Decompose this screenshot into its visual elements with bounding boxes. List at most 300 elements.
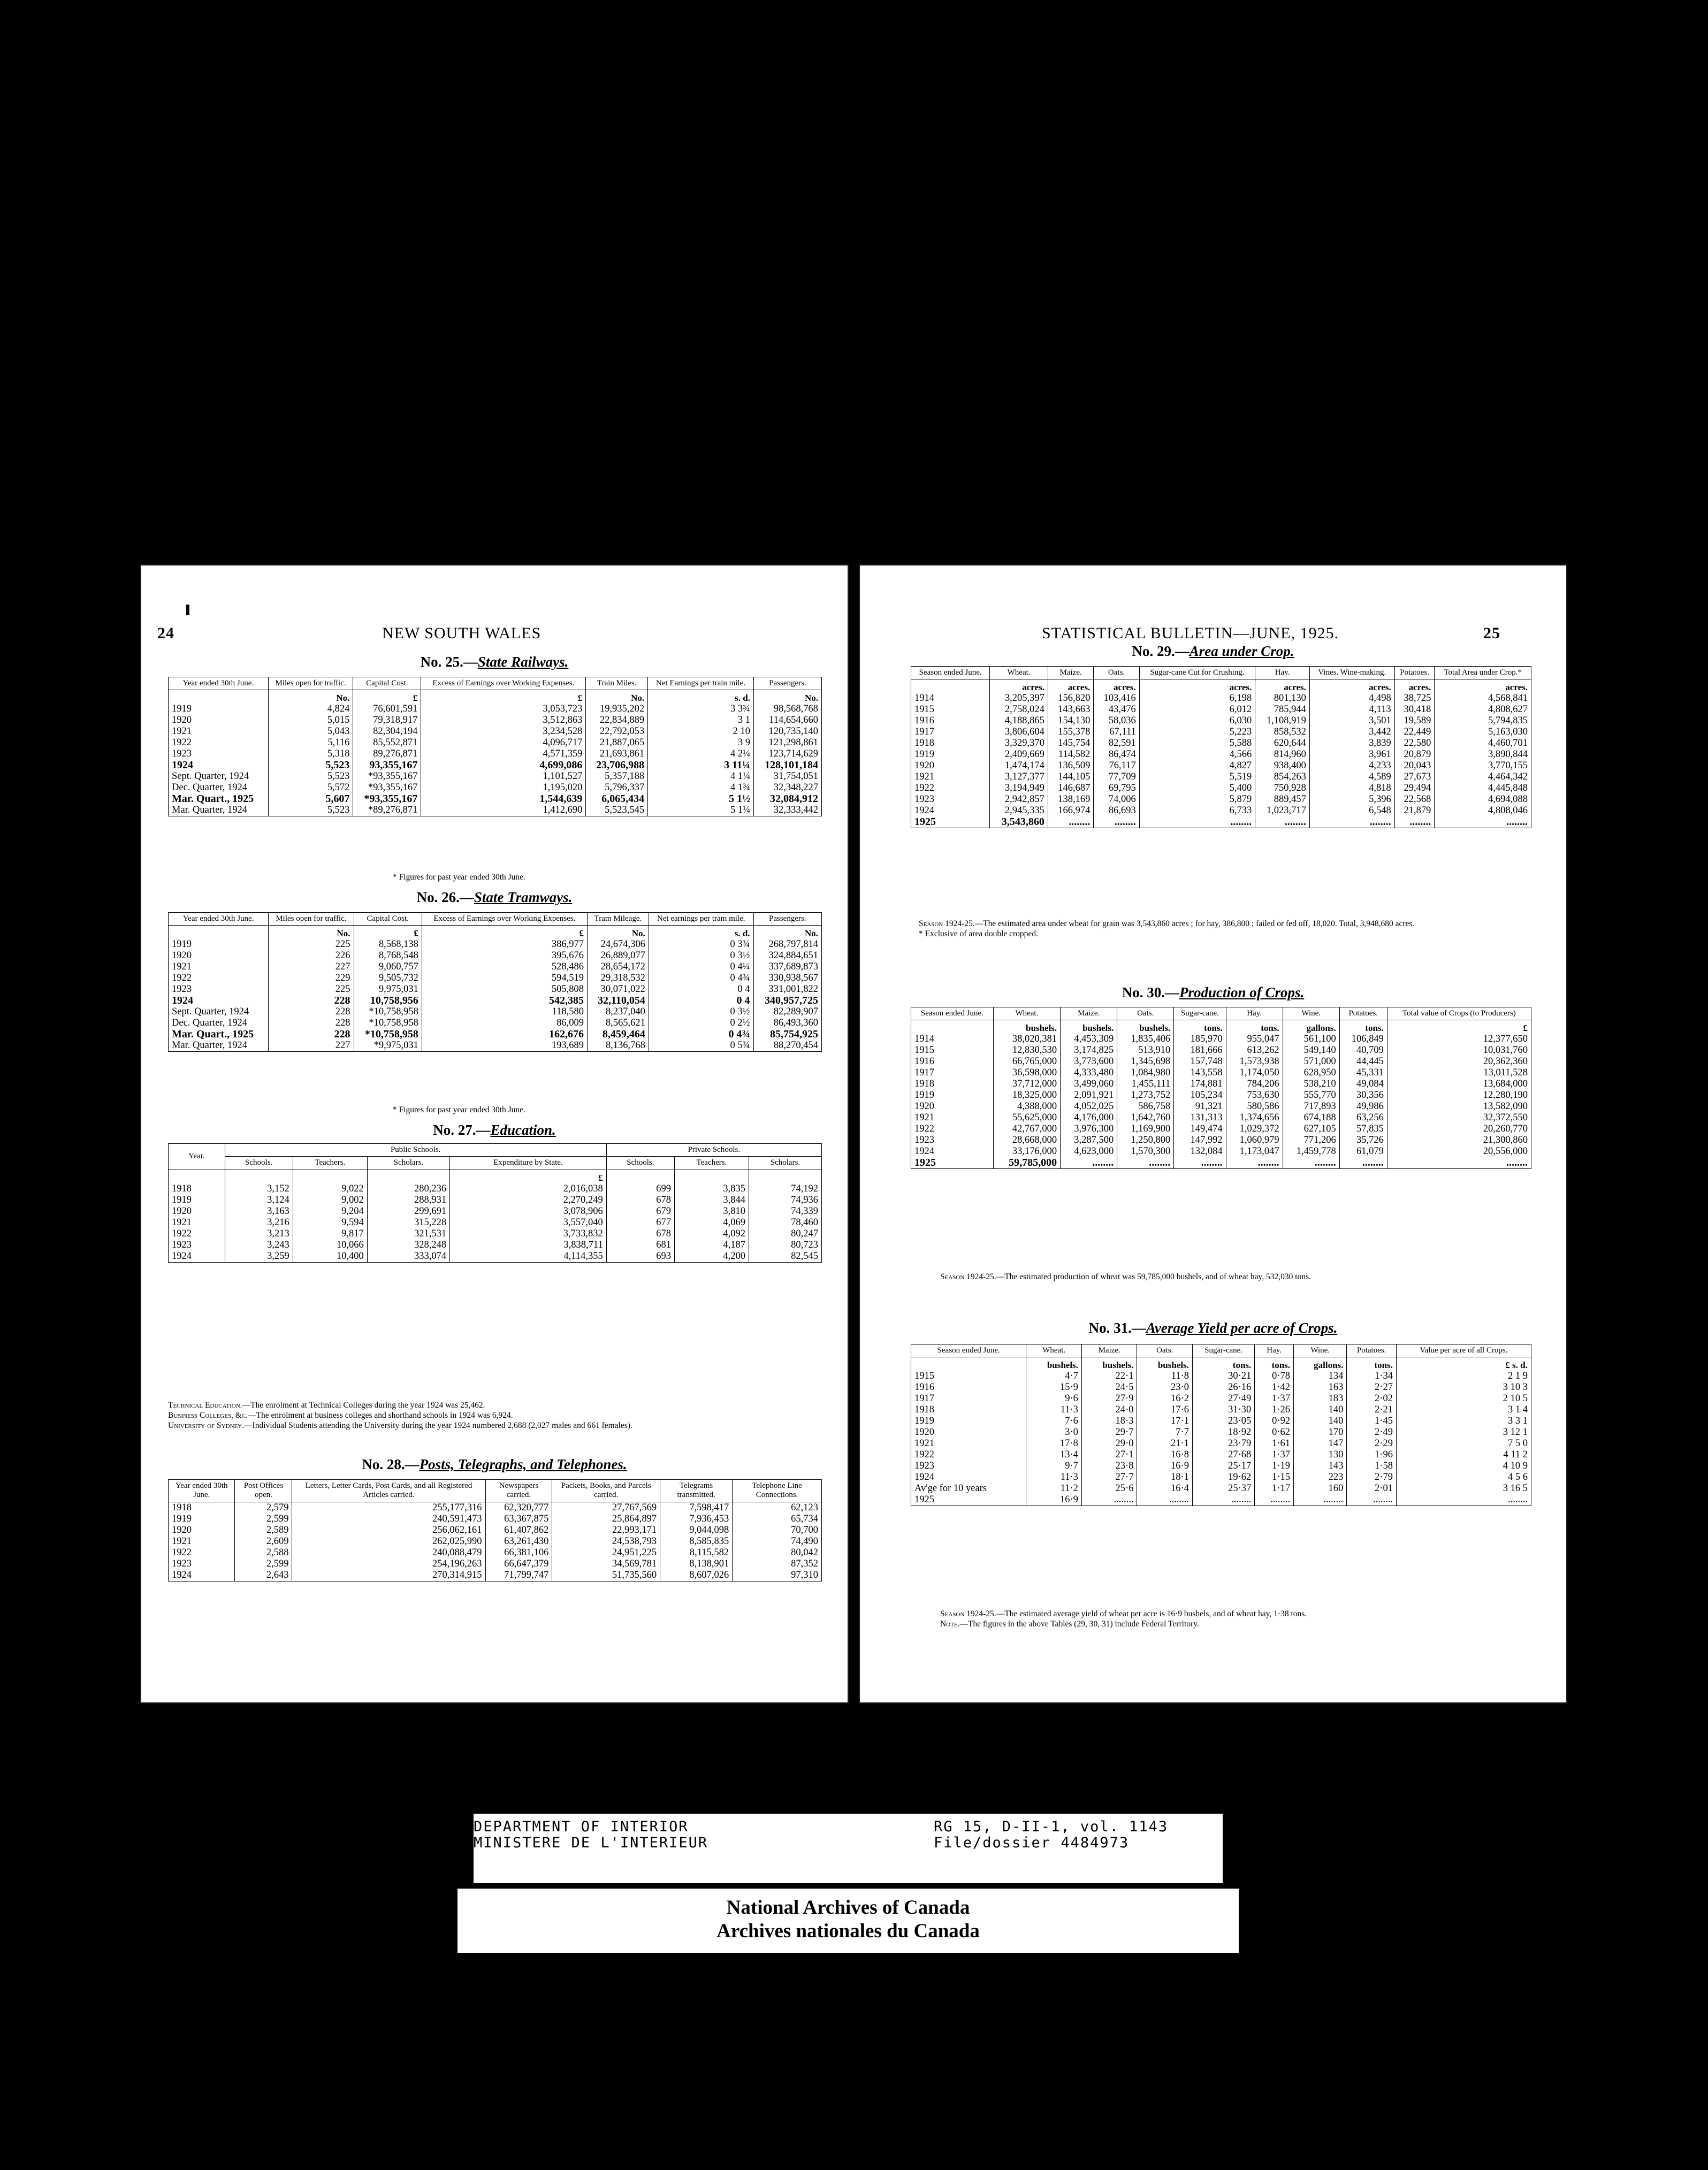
table-cell: 3,512,863 bbox=[421, 715, 586, 726]
table-cell: 5,879 bbox=[1139, 794, 1255, 805]
table-cell: 89,276,871 bbox=[353, 748, 421, 760]
table-cell: 8,237,040 bbox=[588, 1006, 649, 1018]
row-label: 1923 bbox=[911, 1461, 1026, 1472]
table-cell: 2,945,335 bbox=[990, 805, 1048, 816]
table27-number: No. 27. bbox=[433, 1122, 476, 1138]
table27-caption: No. 27.—Education. bbox=[433, 1122, 556, 1138]
left-page bbox=[140, 564, 849, 1703]
row-label: Dec. Quarter, 1924 bbox=[169, 782, 269, 793]
table-cell: 11·8 bbox=[1137, 1371, 1193, 1382]
table-cell: 22,792,053 bbox=[586, 726, 648, 737]
table-row bbox=[169, 995, 822, 1006]
table-cell: 3,163 bbox=[225, 1206, 293, 1217]
table-row bbox=[911, 1146, 1531, 1157]
row-label: 1921 bbox=[911, 771, 990, 783]
table-cell: 3,194,949 bbox=[990, 783, 1048, 794]
table-cell: 27,673 bbox=[1394, 771, 1435, 783]
table-cell: 17·1 bbox=[1137, 1416, 1193, 1427]
table-cell: 37,712,000 bbox=[993, 1079, 1061, 1090]
unit-cell bbox=[911, 1357, 1026, 1371]
header-row bbox=[911, 667, 1531, 679]
table-cell: 13,582,090 bbox=[1387, 1101, 1531, 1112]
row-label: 1919 bbox=[911, 1090, 994, 1101]
table-cell: 149,474 bbox=[1174, 1124, 1226, 1135]
column-header: Train Miles. bbox=[586, 677, 648, 690]
row-label: 1922 bbox=[169, 973, 269, 984]
column-header: Year ended 30th June. bbox=[169, 677, 269, 690]
table-cell: 0 3¾ bbox=[649, 939, 753, 950]
table-cell: 1,023,717 bbox=[1255, 805, 1310, 816]
table-cell: 7,936,453 bbox=[660, 1514, 733, 1525]
table-row bbox=[911, 727, 1531, 738]
unit-cell: £ s. d. bbox=[1396, 1357, 1531, 1371]
column-header: Miles open for traffic. bbox=[268, 677, 353, 690]
table-cell: 674,188 bbox=[1283, 1112, 1339, 1124]
table-cell: 146,687 bbox=[1048, 783, 1093, 794]
table-cell: 5,163,030 bbox=[1435, 727, 1531, 738]
table-cell: 580,586 bbox=[1226, 1101, 1283, 1112]
table-row bbox=[169, 1251, 822, 1263]
table-cell: 1·26 bbox=[1255, 1404, 1294, 1416]
table-cell: 3,287,500 bbox=[1061, 1135, 1117, 1146]
table-row bbox=[169, 1195, 822, 1206]
unit-cell bbox=[367, 1170, 449, 1183]
unit-cell bbox=[674, 1170, 749, 1183]
row-label: 1918 bbox=[169, 1183, 225, 1195]
row-label: 1919 bbox=[169, 939, 269, 950]
column-header: Letters, Letter Cards, Post Cards, and all Registered Articles carried. bbox=[292, 1480, 485, 1502]
table-cell: 20,556,000 bbox=[1387, 1146, 1531, 1157]
table-cell: 5,523,545 bbox=[586, 805, 648, 816]
table-cell: 223 bbox=[1294, 1472, 1347, 1483]
table-cell: 4 1¾ bbox=[648, 782, 754, 793]
unit-cell: acres. bbox=[990, 679, 1048, 693]
table-cell: 5,523 bbox=[268, 760, 353, 771]
unit-cell: acres. bbox=[1255, 679, 1310, 693]
row-label: 1917 bbox=[911, 727, 990, 738]
table-cell: ........ bbox=[1174, 1157, 1226, 1169]
table-cell: 5,400 bbox=[1139, 783, 1255, 794]
column-header: Scholars. bbox=[367, 1157, 449, 1170]
table28-title: Posts, Telegraphs, and Telephones. bbox=[419, 1456, 627, 1472]
table-cell: 561,100 bbox=[1283, 1034, 1339, 1045]
table-row bbox=[169, 1006, 822, 1018]
unit-cell: tons. bbox=[1339, 1020, 1387, 1034]
note-text: —The estimated area under wheat for grain was 3,543,860 acres ; for hay, 386,800 ; failed or fed off, 18,020. Total, 3,948,680 acres. bbox=[974, 919, 1415, 928]
column-header: Year ended 30th June. bbox=[169, 913, 269, 926]
table-cell: 144,105 bbox=[1048, 771, 1093, 783]
table-cell: 386,977 bbox=[422, 939, 587, 950]
table-row bbox=[911, 805, 1531, 816]
table-cell: 586,758 bbox=[1117, 1101, 1174, 1112]
table-cell: 613,262 bbox=[1226, 1045, 1283, 1056]
row-label: 1925 bbox=[911, 816, 990, 828]
table-cell: 24,538,793 bbox=[552, 1536, 660, 1547]
table-cell: 20,260,770 bbox=[1387, 1124, 1531, 1135]
table-cell: 21·1 bbox=[1137, 1438, 1193, 1449]
column-header: Newspapers carried. bbox=[485, 1480, 552, 1502]
table-cell: 1·45 bbox=[1347, 1416, 1397, 1427]
table-cell: 2·02 bbox=[1347, 1393, 1397, 1404]
table-cell: 49,986 bbox=[1339, 1101, 1387, 1112]
table-cell: 77,709 bbox=[1094, 771, 1139, 783]
table-row bbox=[169, 760, 822, 771]
table-row bbox=[911, 1124, 1531, 1135]
table-cell: 5,523 bbox=[268, 805, 353, 816]
table-cell: 256,062,161 bbox=[292, 1525, 485, 1536]
table-row bbox=[911, 771, 1531, 783]
table-cell: 114,582 bbox=[1048, 749, 1093, 760]
row-label: 1923 bbox=[169, 748, 269, 760]
unit-cell: bushels. bbox=[1026, 1357, 1082, 1371]
row-label: 1920 bbox=[169, 715, 269, 726]
table-cell: 3 1 4 bbox=[1396, 1404, 1531, 1416]
table-cell: 9·6 bbox=[1026, 1393, 1082, 1404]
table-cell: 32,348,227 bbox=[753, 782, 821, 793]
department-line-en: DEPARTMENT OF INTERIOR bbox=[474, 1818, 689, 1835]
table-cell: 699 bbox=[606, 1183, 674, 1195]
archives-label bbox=[458, 1889, 1239, 1953]
table-cell: 3,810 bbox=[674, 1206, 749, 1217]
column-header: Season ended June. bbox=[911, 667, 990, 679]
table-cell: 6,198 bbox=[1139, 693, 1255, 704]
unit-cell: No. bbox=[588, 926, 649, 939]
table-cell: 2,579 bbox=[235, 1502, 292, 1514]
table-cell: 4,333,480 bbox=[1061, 1067, 1117, 1079]
column-header: Teachers. bbox=[293, 1157, 367, 1170]
table-row bbox=[911, 1393, 1531, 1404]
archives-name-fr: Archives nationales du Canada bbox=[716, 1920, 980, 1942]
row-label: 1923 bbox=[911, 1135, 994, 1146]
table31-number: No. 31. bbox=[1088, 1320, 1132, 1336]
table-row bbox=[169, 771, 822, 782]
table-cell: 3,499,060 bbox=[1061, 1079, 1117, 1090]
right-page bbox=[859, 564, 1567, 1703]
table-cell: 29·0 bbox=[1081, 1438, 1137, 1449]
row-label: 1919 bbox=[169, 1514, 235, 1525]
table-cell: 21,879 bbox=[1394, 805, 1435, 816]
table-cell: 2·79 bbox=[1347, 1472, 1397, 1483]
table-cell: 25,864,897 bbox=[552, 1514, 660, 1525]
table-cell: 255,177,316 bbox=[292, 1502, 485, 1514]
table-cell: 3,770,155 bbox=[1435, 760, 1531, 771]
table-cell: 55,625,000 bbox=[993, 1112, 1061, 1124]
column-header: Net Earnings per train mile. bbox=[648, 677, 754, 690]
table-cell: 11·3 bbox=[1026, 1472, 1082, 1483]
table-row bbox=[911, 704, 1531, 715]
row-label: 1923 bbox=[169, 1558, 235, 1570]
table-cell: 594,519 bbox=[422, 973, 587, 984]
table-cell: 5 1¼ bbox=[648, 805, 754, 816]
table-cell: 678 bbox=[606, 1228, 674, 1240]
unit-cell bbox=[606, 1170, 674, 1183]
table-cell: 1,573,938 bbox=[1226, 1056, 1283, 1067]
units-row bbox=[169, 1170, 822, 1183]
table-cell: 30·21 bbox=[1192, 1371, 1254, 1382]
table-cell: 66,765,000 bbox=[993, 1056, 1061, 1067]
table25-footnote: * Figures for past year ended 30th June. bbox=[393, 873, 525, 882]
table29-notes bbox=[919, 919, 1529, 939]
table-cell: 505,808 bbox=[422, 984, 587, 995]
table-cell: 1,570,300 bbox=[1117, 1146, 1174, 1157]
table-cell: 21,887,065 bbox=[586, 737, 648, 748]
table-cell: 5,223 bbox=[1139, 727, 1255, 738]
table-row bbox=[169, 1502, 822, 1514]
table-cell: 3,243 bbox=[225, 1240, 293, 1251]
table-cell: 123,714,629 bbox=[753, 748, 821, 760]
note-text: —Individual Students attending the University during the year 1924 numbered 2,688 (2,027 males and 661 females). bbox=[244, 1421, 632, 1430]
table-cell: 136,509 bbox=[1048, 760, 1093, 771]
note-text: * Exclusive of area double cropped. bbox=[919, 929, 1038, 938]
table-cell: 4,824 bbox=[268, 704, 353, 715]
table-cell: 771,206 bbox=[1283, 1135, 1339, 1146]
table-cell: 8,568,138 bbox=[354, 939, 422, 950]
table-cell: 938,400 bbox=[1255, 760, 1310, 771]
table-cell: 0 3½ bbox=[649, 1006, 753, 1018]
row-label: 1916 bbox=[911, 1056, 994, 1067]
table-cell: 24,951,225 bbox=[552, 1547, 660, 1558]
table-row bbox=[911, 760, 1531, 771]
table-cell: 65,734 bbox=[733, 1514, 822, 1525]
unit-cell bbox=[911, 679, 990, 693]
table-cell: 79,318,917 bbox=[353, 715, 421, 726]
table30 bbox=[911, 1007, 1531, 1169]
table-cell: 66,647,379 bbox=[485, 1558, 552, 1570]
table-cell: 3,053,723 bbox=[421, 704, 586, 715]
table-cell: 538,210 bbox=[1283, 1079, 1339, 1090]
table-row bbox=[169, 1029, 822, 1040]
table26-footnote: * Figures for past year ended 30th June. bbox=[393, 1105, 525, 1114]
group-header: Private Schools. bbox=[606, 1144, 821, 1157]
table26-title: State Tramways. bbox=[474, 889, 573, 905]
table-cell: 299,691 bbox=[367, 1206, 449, 1217]
table-cell: 35,726 bbox=[1339, 1135, 1387, 1146]
unit-cell: acres. bbox=[1309, 679, 1394, 693]
table-cell: 2·27 bbox=[1347, 1382, 1397, 1393]
column-header: Total Area under Crop.* bbox=[1435, 667, 1531, 679]
table29-title: Area under Crop. bbox=[1189, 643, 1294, 659]
table-cell: 5,015 bbox=[268, 715, 353, 726]
table-cell: 23,706,988 bbox=[586, 760, 648, 771]
table-cell: 228 bbox=[269, 1006, 354, 1018]
table-cell: 33,176,000 bbox=[993, 1146, 1061, 1157]
table-cell: 17·6 bbox=[1137, 1404, 1193, 1416]
table-cell: 12,830,530 bbox=[993, 1045, 1061, 1056]
unit-cell: No. bbox=[753, 926, 821, 939]
table-cell: 155,378 bbox=[1048, 727, 1093, 738]
table-cell: 69,795 bbox=[1094, 783, 1139, 794]
table-row bbox=[911, 1416, 1531, 1427]
note-text: —The enrolment at business colleges and shorthand schools in 1924 was 6,924. bbox=[248, 1411, 513, 1420]
note-text: —The estimated average yield of wheat per acre is 16·9 bushels, and of wheat hay, 1·38 tons. bbox=[996, 1609, 1307, 1618]
table-cell: 181,666 bbox=[1174, 1045, 1226, 1056]
table-cell: ........ bbox=[1347, 1494, 1397, 1506]
unit-cell: acres. bbox=[1394, 679, 1435, 693]
table-cell: 4,694,088 bbox=[1435, 794, 1531, 805]
table-cell: 85,754,925 bbox=[753, 1029, 821, 1040]
table27 bbox=[168, 1143, 822, 1263]
table-cell: 889,457 bbox=[1255, 794, 1310, 805]
note-label: Season 1924-25. bbox=[940, 1609, 996, 1618]
table-cell: 2,643 bbox=[235, 1570, 292, 1581]
row-label: 1915 bbox=[911, 1045, 994, 1056]
table-cell: 16·8 bbox=[1137, 1449, 1193, 1461]
row-label: 1922 bbox=[911, 783, 990, 794]
table31-caption: No. 31.—Average Yield per acre of Crops. bbox=[1088, 1320, 1338, 1336]
table-cell: 63,256 bbox=[1339, 1112, 1387, 1124]
table-cell: 76,117 bbox=[1094, 760, 1139, 771]
table-cell: 627,105 bbox=[1283, 1124, 1339, 1135]
table-cell: 2,609 bbox=[235, 1536, 292, 1547]
table-row bbox=[911, 715, 1531, 727]
table-cell: 98,568,768 bbox=[753, 704, 821, 715]
table-cell: 4,188,865 bbox=[990, 715, 1048, 727]
row-label: 1921 bbox=[169, 726, 269, 737]
table-cell: 103,416 bbox=[1094, 693, 1139, 704]
table-cell: 13,011,528 bbox=[1387, 1067, 1531, 1079]
table-cell: ........ bbox=[1396, 1494, 1531, 1506]
table-cell: 1·37 bbox=[1255, 1393, 1294, 1404]
table-cell: ........ bbox=[1255, 816, 1310, 828]
row-label: 1922 bbox=[169, 1547, 235, 1558]
table-cell: 134 bbox=[1294, 1371, 1347, 1382]
table-cell: 321,531 bbox=[367, 1228, 449, 1240]
row-label: Dec. Quarter, 1924 bbox=[169, 1018, 269, 1029]
table-cell: 78,460 bbox=[749, 1217, 821, 1228]
table-cell: 143 bbox=[1294, 1461, 1347, 1472]
table-cell: ........ bbox=[1137, 1494, 1193, 1506]
table-cell: 8,607,026 bbox=[660, 1570, 733, 1581]
table-cell: 31·30 bbox=[1192, 1404, 1254, 1416]
table-cell: 0 4 bbox=[649, 995, 753, 1006]
unit-cell: No. bbox=[586, 690, 648, 704]
table-cell: 1·37 bbox=[1255, 1449, 1294, 1461]
table-cell: 677 bbox=[606, 1217, 674, 1228]
row-label: 1918 bbox=[911, 738, 990, 749]
header-row bbox=[911, 1007, 1531, 1020]
table-row bbox=[911, 1371, 1531, 1382]
table-row bbox=[911, 783, 1531, 794]
table-cell: 5 1½ bbox=[648, 793, 754, 805]
table-cell: 5,357,188 bbox=[586, 771, 648, 782]
unit-cell: bushels. bbox=[1137, 1357, 1193, 1371]
column-header: Passengers. bbox=[753, 913, 821, 926]
table25-number: No. 25. bbox=[420, 654, 463, 670]
table-cell: 114,654,660 bbox=[753, 715, 821, 726]
table-cell: 4,568,841 bbox=[1435, 693, 1531, 704]
table-cell: 1,642,760 bbox=[1117, 1112, 1174, 1124]
row-label: 1918 bbox=[169, 1502, 235, 1514]
row-label: 1919 bbox=[911, 749, 990, 760]
note-label: Season 1924-25. bbox=[940, 1272, 996, 1281]
table-cell: 270,314,915 bbox=[292, 1570, 485, 1581]
table-cell: 1,060,979 bbox=[1226, 1135, 1283, 1146]
table-cell: 1,029,372 bbox=[1226, 1124, 1283, 1135]
table-cell: 955,047 bbox=[1226, 1034, 1283, 1045]
table-cell: 4,808,627 bbox=[1435, 704, 1531, 715]
unit-cell: s. d. bbox=[648, 690, 754, 704]
table-cell: ........ bbox=[1283, 1157, 1339, 1169]
table-cell: 4,200 bbox=[674, 1251, 749, 1263]
row-label: 1923 bbox=[169, 1240, 225, 1251]
table-cell: 82,545 bbox=[749, 1251, 821, 1263]
table-cell: 3,961 bbox=[1309, 749, 1394, 760]
table-cell: 62,123 bbox=[733, 1502, 822, 1514]
table-cell: 717,893 bbox=[1283, 1101, 1339, 1112]
table-cell: 11·3 bbox=[1026, 1404, 1082, 1416]
table-cell: 8,565,621 bbox=[588, 1018, 649, 1029]
table-cell: *10,758,958 bbox=[354, 1006, 422, 1018]
column-header: Wheat. bbox=[990, 667, 1048, 679]
table-cell: 6,733 bbox=[1139, 805, 1255, 816]
table-cell: 1·17 bbox=[1255, 1483, 1294, 1494]
table-cell: 571,000 bbox=[1283, 1056, 1339, 1067]
table-cell: 750,928 bbox=[1255, 783, 1310, 794]
row-label: 1924 bbox=[169, 1251, 225, 1263]
unit-cell: £ bbox=[1387, 1020, 1531, 1034]
table-row bbox=[911, 794, 1531, 805]
table26-caption: No. 26.—State Tramways. bbox=[416, 889, 573, 905]
unit-cell: £ bbox=[450, 1170, 607, 1183]
table-cell: 22,580 bbox=[1394, 738, 1435, 749]
table-cell: 2·29 bbox=[1347, 1438, 1397, 1449]
row-label: 1922 bbox=[169, 1228, 225, 1240]
table-cell: 3,329,370 bbox=[990, 738, 1048, 749]
table-cell: 9,022 bbox=[293, 1183, 367, 1195]
header-row bbox=[169, 677, 822, 690]
table-cell: 3 12 1 bbox=[1396, 1427, 1531, 1438]
table-row bbox=[169, 1525, 822, 1536]
table-cell: 681 bbox=[606, 1240, 674, 1251]
table-cell: 6,548 bbox=[1309, 805, 1394, 816]
table-cell: 183 bbox=[1294, 1393, 1347, 1404]
table-cell: 4,498 bbox=[1309, 693, 1394, 704]
column-header: Oats. bbox=[1094, 667, 1139, 679]
table-cell: 29·7 bbox=[1081, 1427, 1137, 1438]
table-cell: 9,060,757 bbox=[354, 961, 422, 973]
table-cell: ........ bbox=[1192, 1494, 1254, 1506]
table-cell: 61,407,862 bbox=[485, 1525, 552, 1536]
table-cell: 130 bbox=[1294, 1449, 1347, 1461]
column-header: Net earnings per tram mile. bbox=[649, 913, 753, 926]
table-cell: 131,313 bbox=[1174, 1112, 1226, 1124]
unit-cell: acres. bbox=[1094, 679, 1139, 693]
table-cell: 8,585,835 bbox=[660, 1536, 733, 1547]
table-cell: 57,835 bbox=[1339, 1124, 1387, 1135]
table-cell: 228 bbox=[269, 1029, 354, 1040]
table28 bbox=[168, 1479, 822, 1581]
row-label: 1924 bbox=[911, 1146, 994, 1157]
table-cell: 3,543,860 bbox=[990, 816, 1048, 828]
table-cell: 1,459,778 bbox=[1283, 1146, 1339, 1157]
row-label: 1915 bbox=[911, 1371, 1026, 1382]
table-cell: 3,442 bbox=[1309, 727, 1394, 738]
row-label: 1920 bbox=[911, 1427, 1026, 1438]
table-cell: 0 4¾ bbox=[649, 973, 753, 984]
table-cell: 4,460,701 bbox=[1435, 738, 1531, 749]
table-cell: 26·16 bbox=[1192, 1382, 1254, 1393]
column-header: Wheat. bbox=[1026, 1344, 1082, 1357]
column-header: Season ended June. bbox=[911, 1007, 994, 1020]
unit-cell: tons. bbox=[1255, 1357, 1294, 1371]
table-cell: ........ bbox=[1081, 1494, 1137, 1506]
column-header: Sugar-cane. bbox=[1174, 1007, 1226, 1020]
table-cell: ........ bbox=[1139, 816, 1255, 828]
table27-title: Education. bbox=[490, 1122, 556, 1138]
table-cell: 4 2¼ bbox=[648, 748, 754, 760]
row-label: 1921 bbox=[169, 961, 269, 973]
column-header: Post Offices open. bbox=[235, 1480, 292, 1502]
